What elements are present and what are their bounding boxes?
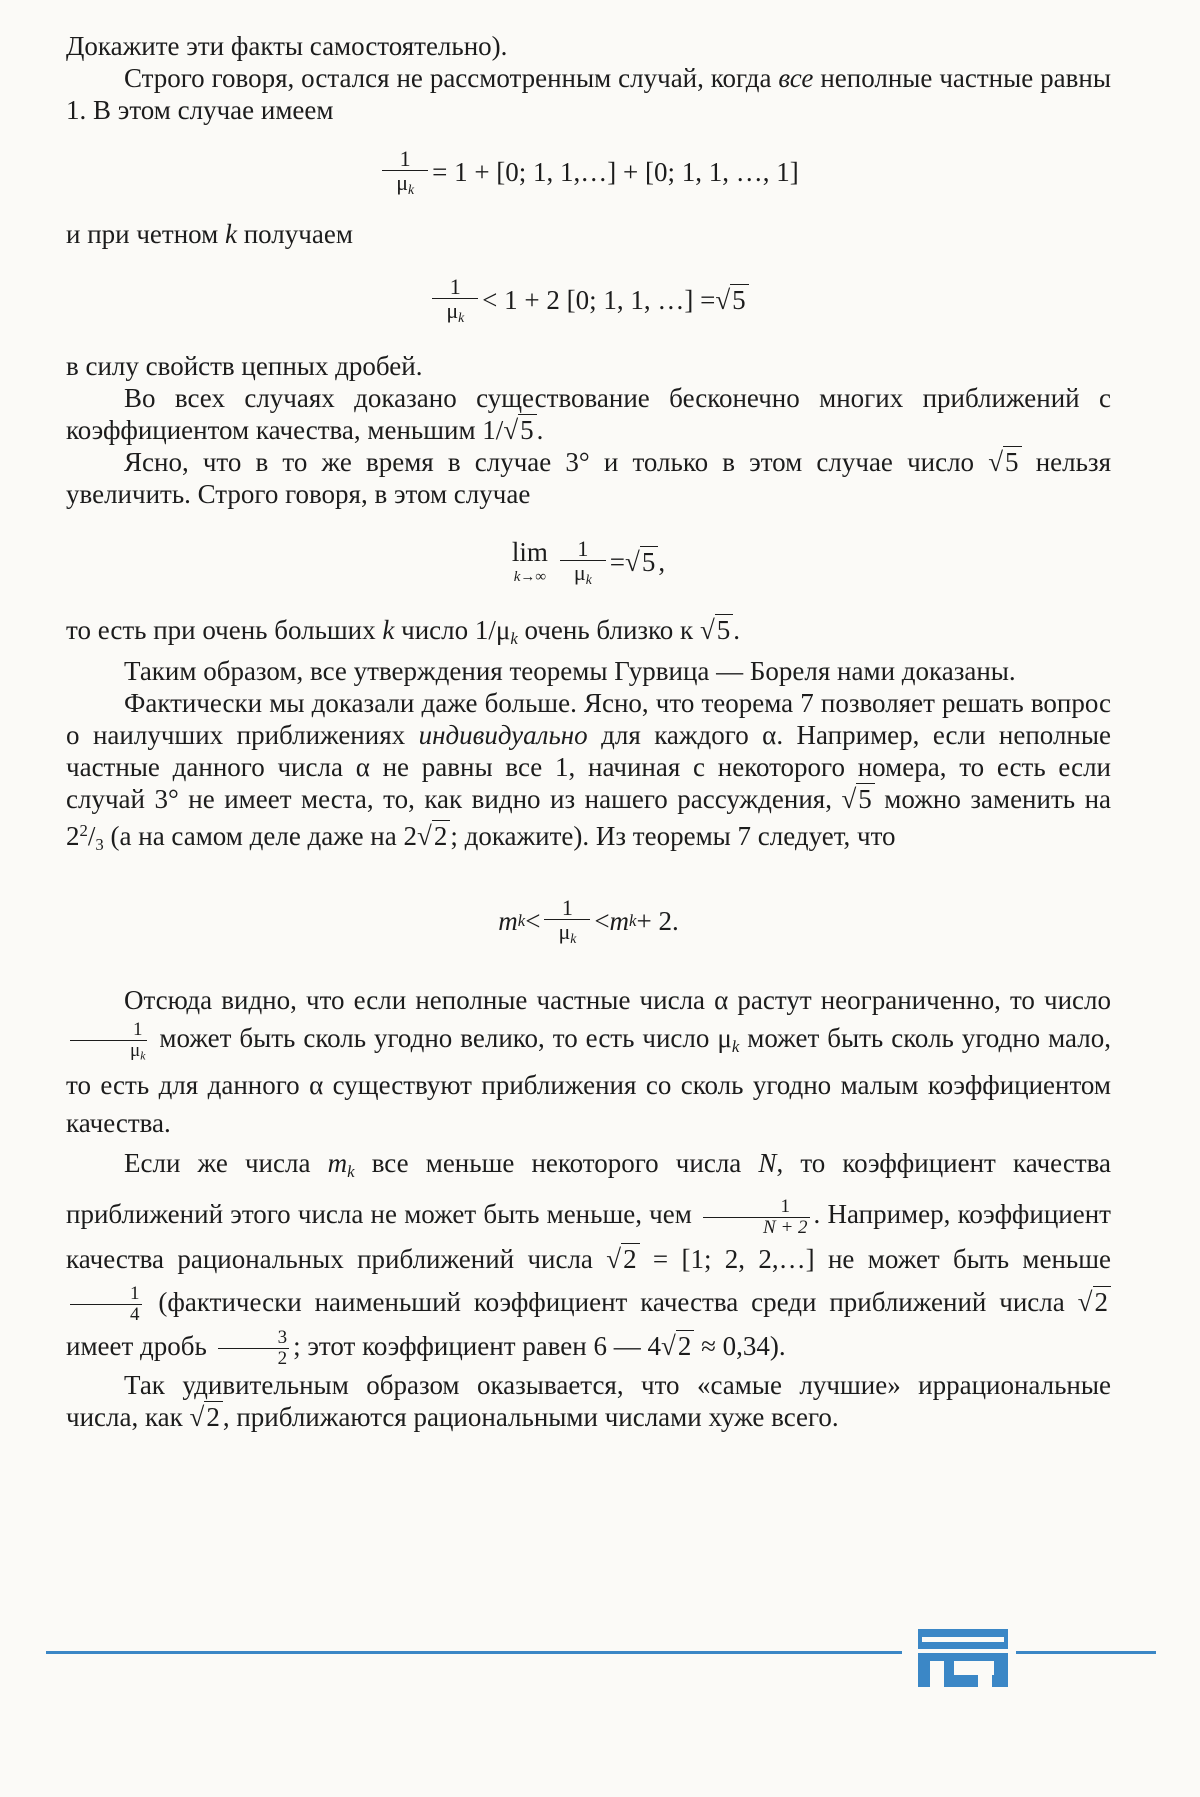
paragraph-5: Во всех случаях доказано существование бесконечно многих приближений с коэффициентом качества, меньшим 1/√5 . xyxy=(66,383,1111,445)
page-body xyxy=(66,30,1111,1433)
paragraph-9: Фактически мы доказали даже больше. Ясно, что теорема 7 позволяет решать вопрос о наилучших приближениях индивидуально для каждого α. Например, если неполные частные данного числа α не равны все 1, начиная с некоторого номера, то есть если случай 3° не имеет места, то, как видно из нашего рассуждения, √5 можно заменить на $2^2/_3$ (а на самом деле даже на 2√2 ; докажите). Из теоремы 7 следует, что xyxy=(66,688,1111,855)
formula-3: lim k→∞ $\frac{1}{\mu_k}$ = √5 , xyxy=(511,535,666,587)
paragraph-7: то есть при очень больших k число $1/\mu_k$ очень близко к √5 . xyxy=(66,615,741,649)
paragraph-4: в силу свойств цепных дробей. xyxy=(66,351,423,381)
paragraph-2: Строго говоря, остался не рассмотренным случай, когда все неполные частные равны 1. В этом случае имеем xyxy=(66,63,1111,125)
publisher-logo-icon xyxy=(918,1629,1008,1687)
paragraph-11: Если же числа $m_k$ все меньше некоторого числа N, то коэффициент качества приближений этого числа не может быть меньше, чем $\frac{1}{N + 2}$ . Например, коэффициент качества рациональных приближений числа √2 = [1; 2, 2,…] не может быть меньше $\frac{1}{4}$ (фактически наименьший коэффициент качества среди приближений числа √2 имеет дробь $\frac{3}{2}$ ; этот коэффициент равен 6 — 4√2 ≈ 0,34). xyxy=(66,1148,1111,1370)
paragraph-8: Таким образом, все утверждения теоремы Гурвица — Бореля нами доказаны. xyxy=(124,656,1016,687)
paragraph-6: Ясно, что в то же время в случае 3° и только в этом случае число √5 нельзя увеличить. Строго говоря, в этом случае xyxy=(66,447,1112,509)
paragraph-1: Докажите эти факты самостоятельно). xyxy=(66,31,508,61)
footer-rule-left xyxy=(46,1651,902,1654)
formula-1: $\frac{1}{\mu_k}$ = 1 + [0; 1, 1,…] + [0; 1, 1, …, 1] xyxy=(66,126,1111,218)
formula-2: $\frac{1}{\mu_k}$ < 1 + 2 [0; 1, 1, …] = √5 xyxy=(66,250,1111,350)
formula-4: m k < $\frac{1}{\mu_k}$ < m k + 2. xyxy=(498,894,679,947)
paragraph-12: Так удивительным образом оказывается, что «самые лучшие» иррациональные числа, как √2 , приближаются рациональными числами хуже всего. xyxy=(66,1369,1111,1432)
footer-rule-right xyxy=(1016,1651,1156,1654)
paragraph-3: и при четном k получаем xyxy=(66,219,353,249)
paragraph-10: Отсюда видно, что если неполные частные числа α растут неограниченно, то число $\frac{1}{\mu_k}$ может быть сколь угодно велико, то есть число $\mu_k$ может быть сколь угодно мало, то есть для данного α существуют приближения со сколь угодно малым коэффициентом качества. xyxy=(66,985,1111,1139)
